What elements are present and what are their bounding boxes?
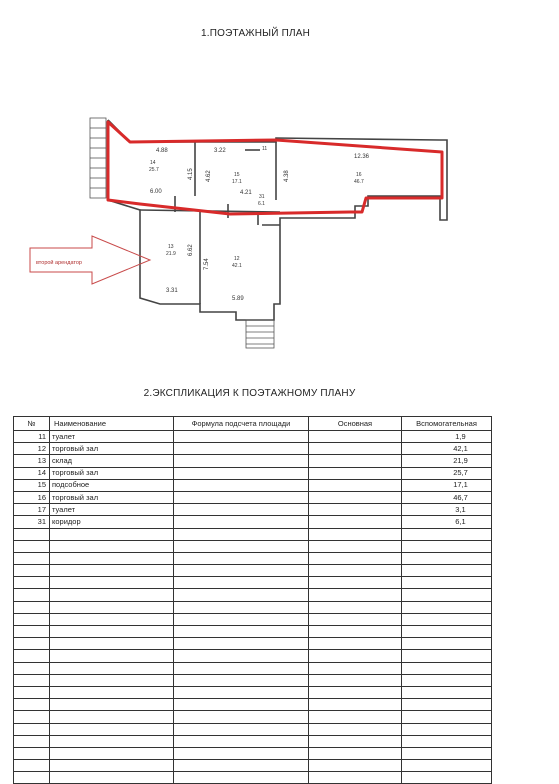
empty-cell [309, 699, 402, 711]
row-aux-area: 3,1 [402, 504, 492, 516]
dim-label: 7.54 [204, 258, 210, 270]
empty-cell [14, 577, 50, 589]
row-formula [174, 431, 309, 443]
empty-cell [14, 735, 50, 747]
row-formula [174, 504, 309, 516]
arrow-label: второй арендатор [36, 260, 82, 266]
row-name: туалет [50, 504, 174, 516]
dim-label: 4.15 [188, 168, 194, 180]
row-name: коридор [50, 516, 174, 528]
empty-cell [174, 760, 309, 772]
row-main-area [309, 431, 402, 443]
explication-table [13, 416, 492, 784]
empty-cell [402, 674, 492, 686]
table-row [14, 491, 492, 503]
dim-label: 4.62 [206, 170, 212, 182]
table-title: 2.ЭКСПЛИКАЦИЯ К ПОЭТАЖНОМУ ПЛАНУ [143, 388, 356, 399]
room-area: 17.1 [232, 179, 242, 185]
table-row [14, 455, 492, 467]
empty-cell [50, 699, 174, 711]
empty-cell [174, 650, 309, 662]
empty-cell [174, 540, 309, 552]
table-row-empty [14, 638, 492, 650]
empty-cell [402, 711, 492, 723]
table-row-empty [14, 613, 492, 625]
empty-cell [309, 589, 402, 601]
empty-cell [402, 723, 492, 735]
empty-cell [50, 589, 174, 601]
row-number: 31 [14, 516, 50, 528]
empty-cell [174, 662, 309, 674]
table-row-empty [14, 747, 492, 759]
empty-cell [309, 565, 402, 577]
table-row-empty [14, 577, 492, 589]
table-row-empty [14, 601, 492, 613]
row-number: 14 [14, 467, 50, 479]
row-aux-area: 46,7 [402, 491, 492, 503]
empty-cell [50, 735, 174, 747]
room-number: 14 [150, 160, 156, 166]
empty-cell [50, 552, 174, 564]
table-row [14, 504, 492, 516]
row-aux-area: 42,1 [402, 443, 492, 455]
empty-cell [174, 699, 309, 711]
dim-label: 4.21 [240, 190, 252, 196]
room-area: 6.1 [258, 201, 265, 207]
empty-cell [402, 735, 492, 747]
empty-cell [174, 626, 309, 638]
row-name: туалет [50, 431, 174, 443]
empty-cell [309, 674, 402, 686]
row-formula [174, 467, 309, 479]
empty-cell [14, 528, 50, 540]
row-number: 17 [14, 504, 50, 516]
empty-cell [309, 650, 402, 662]
empty-cell [50, 626, 174, 638]
empty-cell [50, 674, 174, 686]
empty-cell [309, 711, 402, 723]
empty-cell [174, 528, 309, 540]
empty-cell [309, 540, 402, 552]
table-row [14, 467, 492, 479]
empty-cell [174, 772, 309, 784]
empty-cell [14, 662, 50, 674]
empty-cell [174, 589, 309, 601]
row-formula [174, 516, 309, 528]
empty-cell [50, 760, 174, 772]
table-row [14, 516, 492, 528]
table-row [14, 431, 492, 443]
row-number: 13 [14, 455, 50, 467]
plan-title: 1.ПОЭТАЖНЫЙ ПЛАН [200, 28, 311, 39]
empty-cell [174, 552, 309, 564]
empty-cell [50, 662, 174, 674]
empty-cell [309, 735, 402, 747]
row-formula [174, 443, 309, 455]
empty-cell [14, 613, 50, 625]
room-number: 12 [234, 256, 240, 262]
empty-cell [174, 577, 309, 589]
row-aux-area: 1,9 [402, 431, 492, 443]
empty-cell [50, 577, 174, 589]
empty-cell [14, 552, 50, 564]
row-main-area [309, 443, 402, 455]
empty-cell [402, 577, 492, 589]
row-formula [174, 479, 309, 491]
row-aux-area: 17,1 [402, 479, 492, 491]
row-formula [174, 491, 309, 503]
empty-cell [174, 747, 309, 759]
table-row-empty [14, 565, 492, 577]
dim-label: 3.31 [166, 288, 178, 294]
room-area: 42.1 [232, 263, 242, 269]
row-aux-area: 21,9 [402, 455, 492, 467]
empty-cell [402, 760, 492, 772]
empty-cell [174, 601, 309, 613]
dim-label: 5.89 [232, 296, 244, 302]
empty-cell [14, 540, 50, 552]
empty-cell [14, 565, 50, 577]
empty-cell [402, 540, 492, 552]
table-row-empty [14, 589, 492, 601]
empty-cell [402, 638, 492, 650]
table-row [14, 479, 492, 491]
col-header-number: № [14, 417, 50, 431]
dim-label: 6.62 [188, 244, 194, 256]
empty-cell [174, 686, 309, 698]
empty-cell [309, 723, 402, 735]
empty-cell [14, 674, 50, 686]
empty-cell [402, 699, 492, 711]
col-header-name: Наименование [50, 417, 174, 431]
empty-cell [14, 747, 50, 759]
empty-cell [50, 613, 174, 625]
empty-cell [14, 650, 50, 662]
dim-label: 4.88 [156, 148, 168, 154]
table-row-empty [14, 662, 492, 674]
row-name: торговый зал [50, 491, 174, 503]
room-number: 16 [356, 172, 362, 178]
col-header-formula: Формула подсчета площади [174, 417, 309, 431]
col-header-aux: Вспомогательная [402, 417, 492, 431]
table-row-empty [14, 528, 492, 540]
empty-cell [309, 686, 402, 698]
col-header-main: Основная [309, 417, 402, 431]
table-row-empty [14, 674, 492, 686]
empty-cell [309, 613, 402, 625]
row-main-area [309, 479, 402, 491]
empty-cell [14, 760, 50, 772]
empty-cell [50, 711, 174, 723]
empty-cell [50, 638, 174, 650]
empty-cell [50, 565, 174, 577]
empty-cell [50, 650, 174, 662]
empty-cell [402, 565, 492, 577]
row-name: торговый зал [50, 467, 174, 479]
empty-cell [14, 626, 50, 638]
empty-cell [309, 760, 402, 772]
room-number: 11 [262, 146, 268, 152]
empty-cell [50, 601, 174, 613]
empty-cell [309, 601, 402, 613]
empty-cell [309, 552, 402, 564]
row-name: торговый зал [50, 443, 174, 455]
empty-cell [309, 638, 402, 650]
empty-cell [14, 601, 50, 613]
room-number: 31 [259, 194, 265, 200]
empty-cell [50, 747, 174, 759]
empty-cell [402, 626, 492, 638]
row-name: подсобное [50, 479, 174, 491]
empty-cell [14, 686, 50, 698]
empty-cell [174, 723, 309, 735]
table-row-empty [14, 699, 492, 711]
empty-cell [14, 711, 50, 723]
empty-cell [309, 577, 402, 589]
empty-cell [50, 772, 174, 784]
empty-cell [174, 638, 309, 650]
row-number: 12 [14, 443, 50, 455]
stairs-left [90, 118, 106, 198]
empty-cell [402, 747, 492, 759]
empty-cell [174, 711, 309, 723]
table-row-empty [14, 772, 492, 784]
empty-cell [50, 540, 174, 552]
empty-cell [309, 626, 402, 638]
table-row-empty [14, 723, 492, 735]
dim-label: 12.36 [354, 154, 370, 160]
empty-cell [14, 638, 50, 650]
empty-cell [309, 772, 402, 784]
empty-cell [309, 747, 402, 759]
empty-cell [50, 723, 174, 735]
empty-cell [50, 686, 174, 698]
empty-cell [174, 565, 309, 577]
empty-cell [14, 723, 50, 735]
empty-cell [402, 613, 492, 625]
room-area: 46.7 [354, 179, 364, 185]
empty-cell [14, 772, 50, 784]
table-row-empty [14, 735, 492, 747]
stairs-bottom [246, 320, 274, 348]
table-header-row [14, 417, 492, 431]
dim-label: 3.22 [214, 148, 226, 154]
empty-cell [309, 662, 402, 674]
row-main-area [309, 491, 402, 503]
empty-cell [309, 528, 402, 540]
empty-cell [402, 772, 492, 784]
table-row-empty [14, 540, 492, 552]
empty-cell [50, 528, 174, 540]
row-number: 15 [14, 479, 50, 491]
tenant-arrow [30, 236, 150, 284]
row-aux-area: 25,7 [402, 467, 492, 479]
row-number: 11 [14, 431, 50, 443]
table-row-empty [14, 552, 492, 564]
empty-cell [174, 735, 309, 747]
row-aux-area: 6,1 [402, 516, 492, 528]
empty-cell [402, 662, 492, 674]
table-row-empty [14, 650, 492, 662]
row-main-area [309, 467, 402, 479]
table-row-empty [14, 686, 492, 698]
room-number: 15 [234, 172, 240, 178]
table-row [14, 443, 492, 455]
table-row-empty [14, 711, 492, 723]
row-formula [174, 455, 309, 467]
empty-cell [402, 650, 492, 662]
empty-cell [402, 589, 492, 601]
floor-plan [0, 0, 559, 380]
table-row-empty [14, 760, 492, 772]
room-area: 21.9 [166, 251, 176, 257]
room-area: 25.7 [149, 167, 159, 173]
dim-label: 6.00 [150, 189, 162, 195]
empty-cell [174, 613, 309, 625]
row-number: 16 [14, 491, 50, 503]
empty-cell [14, 699, 50, 711]
row-main-area [309, 516, 402, 528]
room-number: 13 [168, 244, 174, 250]
row-name: склад [50, 455, 174, 467]
empty-cell [402, 552, 492, 564]
row-main-area [309, 504, 402, 516]
dim-label: 4.38 [284, 170, 290, 182]
empty-cell [402, 686, 492, 698]
empty-cell [402, 528, 492, 540]
empty-cell [174, 674, 309, 686]
row-main-area [309, 455, 402, 467]
empty-cell [402, 601, 492, 613]
table-row-empty [14, 626, 492, 638]
empty-cell [14, 589, 50, 601]
